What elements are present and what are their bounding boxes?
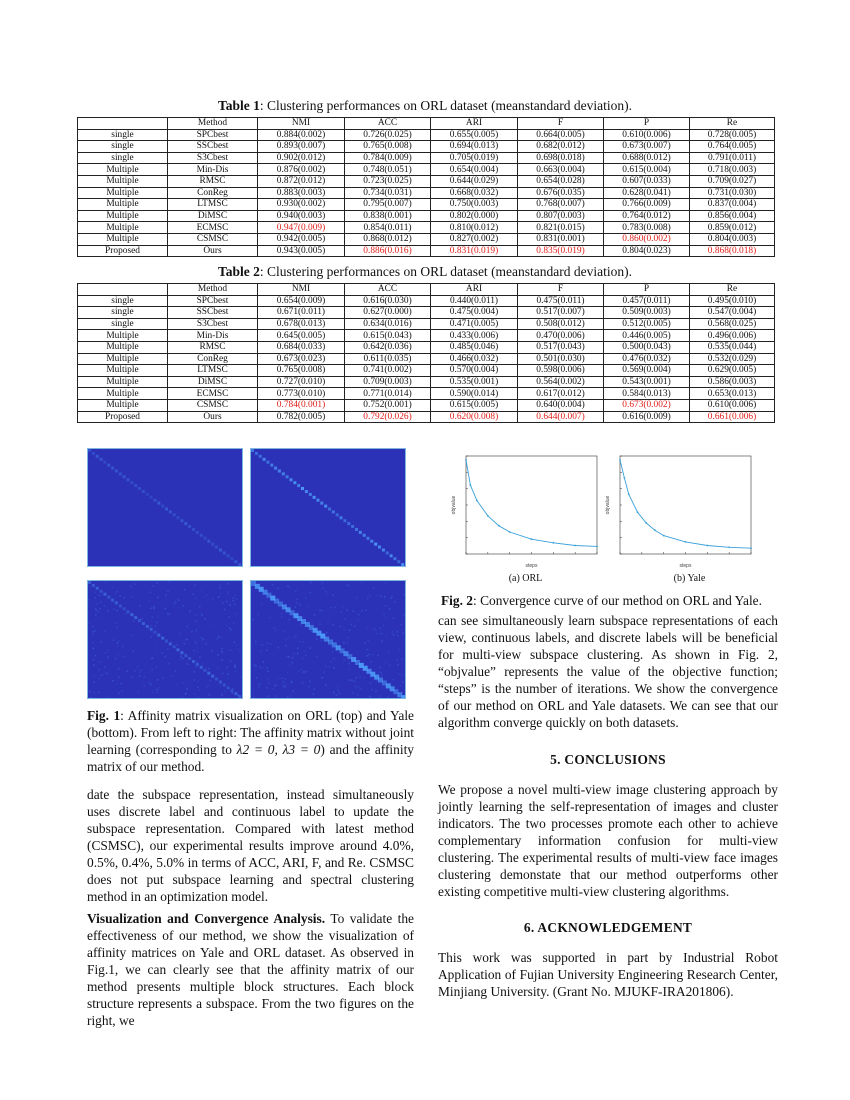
table-cell: Multiple (78, 399, 168, 411)
table-cell: 0.947(0.009) (258, 222, 345, 234)
table-cell: 0.765(0.008) (258, 365, 345, 377)
table-cell: Multiple (78, 341, 168, 353)
table-cell: 0.810(0.012) (431, 222, 518, 234)
table-cell: 0.802(0.000) (431, 210, 518, 222)
table-cell: 0.495(0.010) (690, 295, 775, 307)
fig1-caption-math: λ2 = 0, λ3 = 0 (236, 742, 321, 757)
table-cell: RMSC (168, 341, 258, 353)
table-cell: 0.821(0.015) (518, 222, 604, 234)
table-row (78, 187, 775, 199)
convergence-line (466, 460, 597, 546)
data-point (750, 547, 752, 549)
table-cell: 0.517(0.043) (518, 341, 604, 353)
column-header: ACC (345, 118, 431, 130)
plot-frame (620, 456, 751, 554)
data-point (645, 522, 647, 524)
table-cell: 0.682(0.012) (518, 141, 604, 153)
column-header: ACC (345, 284, 431, 296)
table-cell: 0.615(0.043) (345, 330, 431, 342)
table-cell: 0.535(0.044) (690, 341, 775, 353)
table-row (78, 164, 775, 176)
table-cell: 0.876(0.002) (258, 164, 345, 176)
affinity-matrix-yale-ours (250, 580, 406, 699)
table-cell: 0.673(0.007) (604, 141, 690, 153)
table-cell: 0.616(0.009) (604, 411, 690, 423)
table-row (78, 411, 775, 423)
table-cell: 0.640(0.004) (518, 399, 604, 411)
table-cell: 0.792(0.026) (345, 411, 431, 423)
table-row (78, 129, 775, 141)
column-header (78, 284, 168, 296)
table-row (78, 233, 775, 245)
table-row (78, 318, 775, 330)
table-cell: 0.807(0.003) (518, 210, 604, 222)
left-column-text (87, 786, 414, 1029)
fig2-label: Fig. 2 (441, 593, 473, 608)
table-cell: 0.433(0.006) (431, 330, 518, 342)
table-cell: 0.930(0.002) (258, 199, 345, 211)
table-cell: 0.750(0.003) (431, 199, 518, 211)
table-cell: 0.607(0.033) (604, 175, 690, 187)
table-cell: 0.610(0.006) (690, 399, 775, 411)
data-point (465, 459, 467, 461)
table-cell: 0.568(0.025) (690, 318, 775, 330)
data-point (531, 538, 533, 540)
table-cell: 0.645(0.005) (258, 330, 345, 342)
table-cell: SPCbest (168, 295, 258, 307)
column-header: Method (168, 284, 258, 296)
table2-caption-text: : Clustering performances on ORL dataset (meanstandard deviation). (259, 264, 633, 279)
table-cell: 0.718(0.003) (690, 164, 775, 176)
column-header: F (518, 284, 604, 296)
table-cell: 0.466(0.032) (431, 353, 518, 365)
table-cell: 0.584(0.013) (604, 388, 690, 400)
table-cell: single (78, 152, 168, 164)
table-cell: RMSC (168, 175, 258, 187)
table-cell: LTMSC (168, 365, 258, 377)
data-point (654, 529, 656, 531)
data-point (470, 484, 472, 486)
table-cell: 0.731(0.030) (690, 187, 775, 199)
column-header: NMI (258, 284, 345, 296)
table-cell: 0.856(0.004) (690, 210, 775, 222)
table-row (78, 376, 775, 388)
table-cell: 0.804(0.023) (604, 245, 690, 257)
fig1-label: Fig. 1 (87, 708, 121, 723)
table-cell: 0.709(0.003) (345, 376, 431, 388)
table2-caption (0, 264, 850, 280)
x-axis-label: steps (525, 563, 538, 569)
table-cell: 0.835(0.019) (518, 245, 604, 257)
table-cell: 0.694(0.013) (431, 141, 518, 153)
table-cell: 0.564(0.002) (518, 376, 604, 388)
table-cell: 0.446(0.005) (604, 330, 690, 342)
table-cell: Min-Dis (168, 330, 258, 342)
table-cell: 0.570(0.004) (431, 365, 518, 377)
right-paragraph-1-text: can see simultaneously learn subspace representations of each view, continuous labels, and discrete labels will be beneficial for multi-view subspace clustering. As shown in Fig. 2, “objvalue” represents the value of the objective function; “steps” is the number of iterations. We show the convergence of our method on ORL and Yale datasets. We can see that our algorithm converge quickly on both datasets. (438, 613, 778, 730)
acknowledgement-heading: 6. ACKNOWLEDGEMENT (523, 920, 693, 935)
table-cell: 0.471(0.005) (431, 318, 518, 330)
conclusions-body (438, 781, 778, 900)
visualization-heading: Visualization and Convergence Analysis. (87, 911, 326, 926)
table-cell: 0.586(0.003) (690, 376, 775, 388)
table-cell: 0.653(0.013) (690, 388, 775, 400)
table-cell: 0.661(0.006) (690, 411, 775, 423)
y-axis-label: objvalue (605, 495, 611, 515)
table-cell: 0.940(0.003) (258, 210, 345, 222)
table-cell: CSMSC (168, 233, 258, 245)
table-cell: 0.517(0.007) (518, 307, 604, 319)
table-cell: 0.676(0.035) (518, 187, 604, 199)
table-cell: Multiple (78, 388, 168, 400)
table-row (78, 175, 775, 187)
table-cell: 0.610(0.006) (604, 129, 690, 141)
column-header: P (604, 284, 690, 296)
table-cell: 0.509(0.003) (604, 307, 690, 319)
table-cell: ECMSC (168, 222, 258, 234)
table-cell: 0.765(0.008) (345, 141, 431, 153)
data-point (637, 511, 639, 513)
data-point (728, 546, 730, 548)
column-header: ARI (431, 118, 518, 130)
table-cell: 0.768(0.007) (518, 199, 604, 211)
table-cell: 0.629(0.005) (690, 365, 775, 377)
table-cell: S3Cbest (168, 318, 258, 330)
table-cell: SSCbest (168, 307, 258, 319)
table-header-row (78, 284, 775, 296)
table-cell: Multiple (78, 330, 168, 342)
table-cell: 0.902(0.012) (258, 152, 345, 164)
table-row (78, 152, 775, 164)
table-cell: Multiple (78, 365, 168, 377)
table-cell: 0.791(0.011) (690, 152, 775, 164)
data-point (498, 525, 500, 527)
table-cell: 0.590(0.014) (431, 388, 518, 400)
table-cell: 0.616(0.030) (345, 295, 431, 307)
x-axis-label: steps (679, 563, 692, 569)
table-cell: 0.684(0.033) (258, 341, 345, 353)
column-header: P (604, 118, 690, 130)
table-cell: 0.532(0.029) (690, 353, 775, 365)
table-cell: ECMSC (168, 388, 258, 400)
table-cell: 0.655(0.005) (431, 129, 518, 141)
table-cell: 0.654(0.009) (258, 295, 345, 307)
table-cell: 0.748(0.051) (345, 164, 431, 176)
fig2-subcaption-orl: (a) ORL (508, 573, 543, 584)
table-cell: 0.654(0.004) (431, 164, 518, 176)
table-cell: ConReg (168, 187, 258, 199)
table-cell: 0.764(0.012) (604, 210, 690, 222)
table-cell: 0.734(0.031) (345, 187, 431, 199)
table-cell: 0.773(0.010) (258, 388, 345, 400)
column-header: F (518, 118, 604, 130)
data-point (552, 542, 554, 544)
table-cell: ConReg (168, 353, 258, 365)
convergence-line (620, 460, 751, 548)
table-cell: 0.872(0.012) (258, 175, 345, 187)
table-cell: 0.615(0.004) (604, 164, 690, 176)
right-paragraph-1 (438, 612, 778, 731)
table-cell: DiMSC (168, 376, 258, 388)
table-cell: 0.764(0.005) (690, 141, 775, 153)
column-header: Re (690, 118, 775, 130)
table-cell: 0.598(0.006) (518, 365, 604, 377)
data-point (487, 515, 489, 517)
table-cell: 0.728(0.005) (690, 129, 775, 141)
table-cell: 0.831(0.001) (518, 233, 604, 245)
data-point (628, 493, 630, 495)
table-cell: 0.500(0.043) (604, 341, 690, 353)
y-axis-label: objvalue (451, 495, 457, 515)
table-cell: 0.782(0.005) (258, 411, 345, 423)
table-cell: 0.771(0.014) (345, 388, 431, 400)
table-cell: Multiple (78, 376, 168, 388)
data-point (685, 541, 687, 543)
conclusions-text: We propose a novel multi-view image clustering approach by jointly learning the self-representation of images and cluster indicators. The two processes promote each other to achieve complementary information confusion for multi-view clustering. The experimental results of multi-view face images clustering demonstate that our method outperforms other existing competitive multi-view clustering algorithms. (438, 782, 778, 899)
affinity-matrix-orl-baseline (87, 448, 243, 567)
table-cell: 0.868(0.018) (690, 245, 775, 257)
table-cell: Proposed (78, 245, 168, 257)
table1-caption (0, 98, 850, 114)
table-cell: 0.654(0.028) (518, 175, 604, 187)
data-point (574, 545, 576, 547)
table-cell: 0.893(0.007) (258, 141, 345, 153)
data-point (663, 535, 665, 537)
table-cell: Multiple (78, 187, 168, 199)
table-cell: 0.883(0.003) (258, 187, 345, 199)
convergence-plot-orl (448, 452, 603, 570)
conclusions-heading: 5. CONCLUSIONS (550, 752, 666, 767)
table-cell: 0.723(0.025) (345, 175, 431, 187)
table-row (78, 210, 775, 222)
table-cell: 0.671(0.011) (258, 307, 345, 319)
table-cell: 0.831(0.019) (431, 245, 518, 257)
table-row (78, 307, 775, 319)
table-cell: 0.804(0.003) (690, 233, 775, 245)
table-cell: 0.727(0.010) (258, 376, 345, 388)
table-cell: Multiple (78, 199, 168, 211)
table1-caption-text: : Clustering performances on ORL dataset (meanstandard deviation). (259, 98, 633, 113)
table-cell: DiMSC (168, 210, 258, 222)
table-cell: 0.440(0.011) (431, 295, 518, 307)
table-cell: 0.628(0.041) (604, 187, 690, 199)
table-cell: 0.627(0.000) (345, 307, 431, 319)
table-cell: 0.726(0.025) (345, 129, 431, 141)
table-row (78, 341, 775, 353)
table-cell: 0.620(0.008) (431, 411, 518, 423)
table-cell: 0.688(0.012) (604, 152, 690, 164)
table-cell: Ours (168, 411, 258, 423)
table-cell: 0.611(0.035) (345, 353, 431, 365)
convergence-plot-yale (602, 452, 757, 570)
table-cell: 0.512(0.005) (604, 318, 690, 330)
table-cell: Multiple (78, 175, 168, 187)
table-cell: Multiple (78, 164, 168, 176)
table-cell: 0.942(0.005) (258, 233, 345, 245)
table-cell: 0.741(0.002) (345, 365, 431, 377)
table-cell: CSMSC (168, 399, 258, 411)
table-cell: 0.642(0.036) (345, 341, 431, 353)
table-cell: 0.795(0.007) (345, 199, 431, 211)
table-row (78, 330, 775, 342)
left-paragraph-2: To validate the effectiveness of our method, we show the visualization of affinity matrices on Yale and ORL dataset. As observed in Fig.1, we can clearly see that the affinity matrix of our method presents multiple block structures. Each block structure represents a subspace. From the two figures on the right, we (87, 911, 414, 1028)
data-point (509, 531, 511, 533)
column-header: NMI (258, 118, 345, 130)
table-cell: 0.943(0.005) (258, 245, 345, 257)
table2-label: Table 2 (217, 264, 260, 279)
table-cell: 0.673(0.002) (604, 399, 690, 411)
table-cell: Ours (168, 245, 258, 257)
table-cell: single (78, 307, 168, 319)
data-point (476, 500, 478, 502)
table-cell: 0.827(0.002) (431, 233, 518, 245)
fig1-caption (87, 707, 414, 775)
column-header: Method (168, 118, 258, 130)
table2 (77, 283, 775, 423)
table-cell: single (78, 318, 168, 330)
table-cell: single (78, 129, 168, 141)
table-cell: 0.698(0.018) (518, 152, 604, 164)
table-cell: 0.543(0.001) (604, 376, 690, 388)
table-cell: 0.644(0.029) (431, 175, 518, 187)
acknowledgement-body (438, 949, 778, 1000)
data-point (596, 546, 598, 548)
table-cell: 0.860(0.002) (604, 233, 690, 245)
acknowledgement-text: This work was supported in part by Industrial Robot Application of Fujian University Engineering Research Center, Minjiang University. (Grant No. MJUKF-IRA201806). (438, 950, 778, 999)
table-cell: 0.678(0.013) (258, 318, 345, 330)
table1-label: Table 1 (217, 98, 260, 113)
table-cell: 0.752(0.001) (345, 399, 431, 411)
table-cell: 0.673(0.023) (258, 353, 345, 365)
table-cell: 0.476(0.032) (604, 353, 690, 365)
table-cell: 0.663(0.004) (518, 164, 604, 176)
table-cell: 0.535(0.001) (431, 376, 518, 388)
table-cell: 0.634(0.016) (345, 318, 431, 330)
table-cell: Multiple (78, 233, 168, 245)
table-cell: 0.501(0.030) (518, 353, 604, 365)
table1 (77, 117, 775, 257)
table-cell: S3Cbest (168, 152, 258, 164)
column-header: ARI (431, 284, 518, 296)
table-cell: 0.837(0.004) (690, 199, 775, 211)
data-point (624, 477, 626, 479)
table-cell: 0.668(0.032) (431, 187, 518, 199)
table-row (78, 388, 775, 400)
table-cell: 0.709(0.027) (690, 175, 775, 187)
table-row (78, 199, 775, 211)
table-cell: 0.496(0.006) (690, 330, 775, 342)
table-cell: SSCbest (168, 141, 258, 153)
table-cell: 0.615(0.005) (431, 399, 518, 411)
table-cell: 0.457(0.011) (604, 295, 690, 307)
table-cell: 0.547(0.004) (690, 307, 775, 319)
table-cell: 0.664(0.005) (518, 129, 604, 141)
table-cell: 0.868(0.012) (345, 233, 431, 245)
table-cell: SPCbest (168, 129, 258, 141)
table-row (78, 399, 775, 411)
table-cell: single (78, 141, 168, 153)
table-cell: 0.470(0.006) (518, 330, 604, 342)
fig2-caption (441, 592, 781, 609)
fig1-caption-text-a: : Affinity matrix visualization on ORL (top) and Yale (bottom). From left to right: The affinity matrix without joint learning (corresponding to (87, 708, 414, 757)
table-cell: Multiple (78, 353, 168, 365)
table-cell: 0.784(0.009) (345, 152, 431, 164)
table-cell: 0.485(0.046) (431, 341, 518, 353)
table-cell: Min-Dis (168, 164, 258, 176)
table-row (78, 222, 775, 234)
data-point (706, 545, 708, 547)
table-cell: 0.854(0.011) (345, 222, 431, 234)
table-cell: LTMSC (168, 199, 258, 211)
data-point (619, 459, 621, 461)
table-row (78, 365, 775, 377)
table-cell: 0.766(0.009) (604, 199, 690, 211)
table-cell: 0.884(0.002) (258, 129, 345, 141)
fig1-caption-text-b: ) and the affinity matrix of our method. (87, 742, 414, 774)
table-cell: single (78, 295, 168, 307)
table-cell: Multiple (78, 222, 168, 234)
fig2-caption-text: : Convergence curve of our method on ORL and Yale. (473, 593, 762, 608)
table-cell: 0.644(0.007) (518, 411, 604, 423)
table-cell: 0.475(0.011) (518, 295, 604, 307)
table-cell: Proposed (78, 411, 168, 423)
table-cell: 0.508(0.012) (518, 318, 604, 330)
table-cell: 0.475(0.004) (431, 307, 518, 319)
table-cell: 0.783(0.008) (604, 222, 690, 234)
table-row (78, 295, 775, 307)
fig2-subcaption-yale: (b) Yale (673, 573, 706, 584)
column-header: Re (690, 284, 775, 296)
table-cell: 0.886(0.016) (345, 245, 431, 257)
table-header-row (78, 118, 775, 130)
table-cell: 0.784(0.001) (258, 399, 345, 411)
table-cell: 0.617(0.012) (518, 388, 604, 400)
column-header (78, 118, 168, 130)
table-cell: 0.859(0.012) (690, 222, 775, 234)
affinity-matrix-yale-baseline (87, 580, 243, 699)
table-cell: 0.705(0.019) (431, 152, 518, 164)
affinity-matrix-orl-ours (250, 448, 406, 567)
table-row (78, 353, 775, 365)
table-cell: 0.569(0.004) (604, 365, 690, 377)
left-paragraph-1: date the subspace representation, instead simultaneously uses discrete label and continuous label to update the subspace representation. Compared with latest method (CSMSC), our experimental results improve around 4.0%, 0.5%, 0.4%, 5.0% in terms of ACC, ARI, F, and Re. CSMSC does not put subspace learning and spectral clustering method in an optimization model. (87, 787, 414, 904)
table-row (78, 245, 775, 257)
table-row (78, 141, 775, 153)
table-cell: Multiple (78, 210, 168, 222)
table-cell: 0.838(0.001) (345, 210, 431, 222)
